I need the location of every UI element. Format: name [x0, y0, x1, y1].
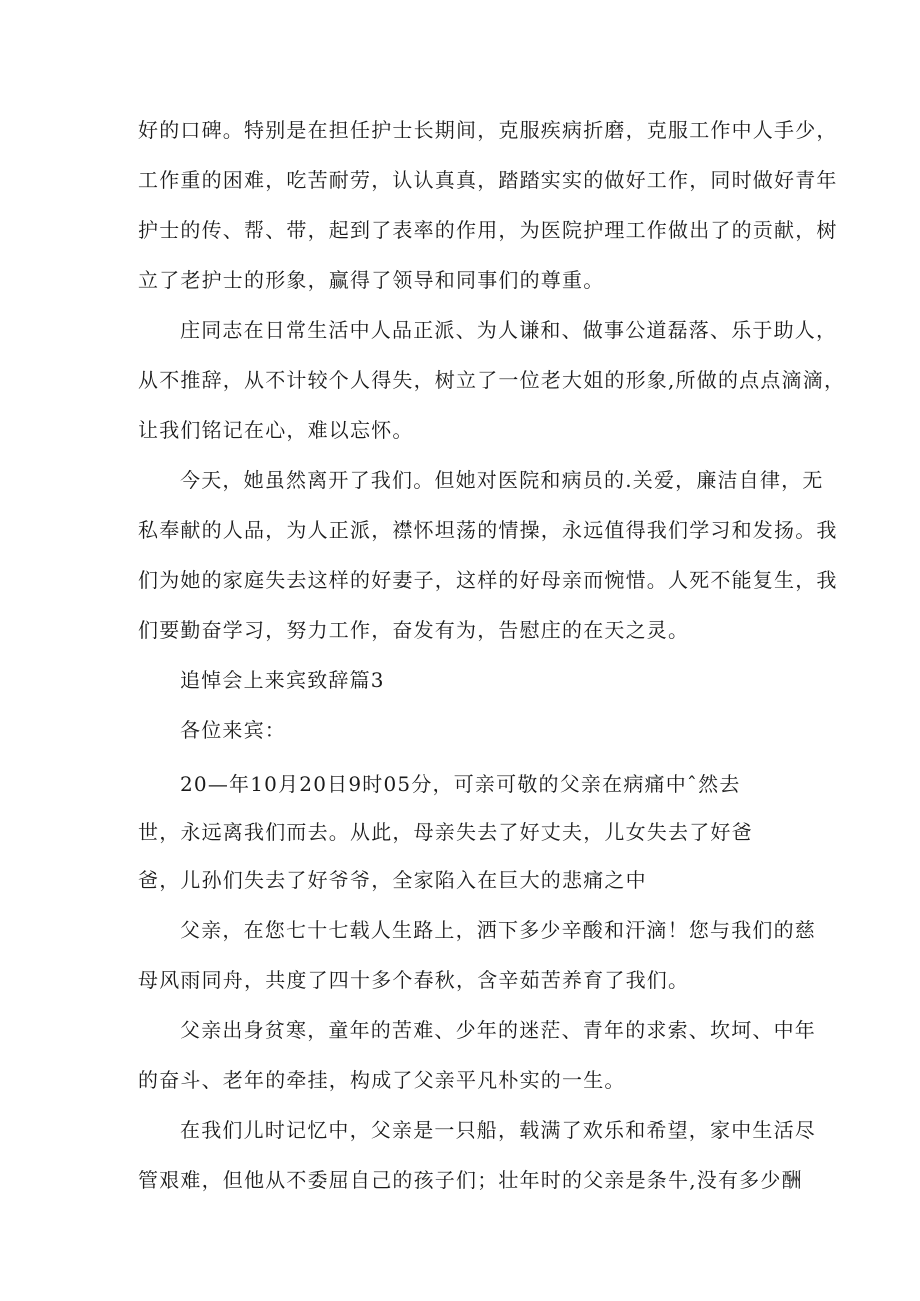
section-heading: 追悼会上来宾致辞篇3	[180, 668, 385, 692]
text-line: 私奉献的人品，为人正派，襟怀坦荡的情操，永远值得我们学习和发扬。我	[138, 518, 838, 542]
paragraph-first-line: 父亲，在您七十七载人生路上，洒下多少辛酸和汗滴！您与我们的慈	[180, 918, 816, 942]
text-line: 管艰难，但他从不委屈自己的孩子们；壮年时的父亲是条牛,没有多少酬	[138, 1168, 803, 1192]
paragraph-first-line: 父亲出身贫寒，童年的苦难、少年的迷茫、青年的求索、坎坷、中年	[180, 1018, 816, 1042]
salutation: 各位来宾：	[180, 718, 286, 742]
text-line: 爸，儿孙们失去了好爷爷，全家陷入在巨大的悲痛之中	[138, 868, 647, 892]
text-line: 好的口碑。特别是在担任护士长期间，克服疾病折磨，克服工作中人手少，	[138, 118, 838, 142]
text-line: 从不推辞，从不计较个人得失，树立了一位老大姐的形象,所做的点点滴滴，	[138, 368, 846, 392]
paragraph-first-line: 20—年10月20日9时05分，可亲可敬的父亲在病痛中ˆ然去	[180, 772, 741, 796]
text-line: 的奋斗、老年的牵挂，构成了父亲平凡朴实的一生。	[138, 1068, 626, 1092]
text-line: 护士的传、帮、带，起到了表率的作用，为医院护理工作做出了的贡献，树	[138, 218, 838, 242]
text-line: 们要勤奋学习，努力工作，奋发有为，告慰庄的在天之灵。	[138, 618, 690, 642]
text-line: 立了老护士的形象，赢得了领导和同事们的尊重。	[138, 268, 605, 292]
text-line: 工作重的困难，吃苦耐劳，认认真真，踏踏实实的做好工作，同时做好青年	[138, 168, 838, 192]
text-line: 世，永远离我们而去。从此，母亲失去了好丈夫，儿女失去了好爸	[138, 820, 753, 844]
text-line: 们为她的家庭失去这样的好妻子，这样的好母亲而惋惜。人死不能复生，我	[138, 568, 838, 592]
paragraph-first-line: 在我们儿时记忆中，父亲是一只船，载满了欢乐和希望，家中生活尽	[180, 1118, 816, 1142]
text-line: 母风雨同舟，共度了四十多个春秋，含辛茹苦养育了我们。	[138, 968, 690, 992]
paragraph-first-line: 今天，她虽然离开了我们。但她对医院和病员的.关爱，廉洁自律，无	[180, 468, 824, 492]
text-line: 让我们铭记在心，难以忘怀。	[138, 418, 414, 442]
paragraph-first-line: 庄同志在日常生活中人品正派、为人谦和、做事公道磊落、乐于助人，	[180, 318, 838, 342]
